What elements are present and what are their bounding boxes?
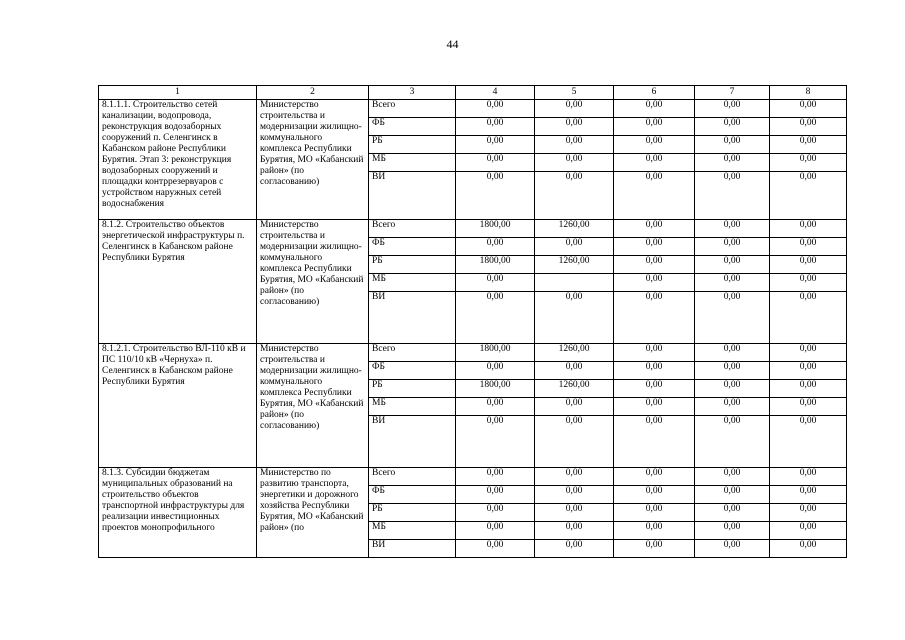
- funding-source: ФБ: [369, 486, 456, 504]
- amount-cell: 0,00: [614, 238, 695, 256]
- amount-cell: 0,00: [614, 504, 695, 522]
- funding-source: ФБ: [369, 238, 456, 256]
- amount-cell: 0,00: [535, 398, 614, 416]
- amount-cell: 1800,00: [456, 220, 535, 238]
- amount-cell: 0,00: [535, 136, 614, 154]
- amount-cell: 0,00: [770, 362, 847, 380]
- amount-cell: 0,00: [456, 118, 535, 136]
- amount-cell: 0,00: [695, 540, 770, 558]
- amount-cell: 0,00: [535, 486, 614, 504]
- executor: Министерство строительства и модернизации жилищно-коммунального комплекса Республики Бурятия, МО «Кабанский район» (по согласованию): [257, 100, 369, 220]
- amount-cell: 0,00: [695, 344, 770, 362]
- measure-title: 8.1.2. Строительство объектов энергетической инфраструктуры п. Селенгинск в Кабанском районе Республики Бурятия: [99, 220, 257, 344]
- funding-source: Всего: [369, 344, 456, 362]
- measure-title: 8.1.2.1. Строительство ВЛ-110 кВ и ПС 110/10 кВ «Чернуха» п. Селенгинск в Кабанском районе Республики Бурятия: [99, 344, 257, 468]
- funding-source: РБ: [369, 256, 456, 274]
- amount-cell: 0,00: [770, 398, 847, 416]
- amount-cell: 0,00: [614, 100, 695, 118]
- amount-cell: 0,00: [614, 154, 695, 172]
- funding-source: ВИ: [369, 292, 456, 344]
- amount-cell: 0,00: [614, 380, 695, 398]
- amount-cell: 0,00: [695, 220, 770, 238]
- amount-cell: 0,00: [614, 292, 695, 344]
- funding-source: РБ: [369, 136, 456, 154]
- amount-cell: 0,00: [770, 416, 847, 468]
- amount-cell: 0,00: [770, 238, 847, 256]
- amount-cell: 0,00: [614, 416, 695, 468]
- funding-source: ФБ: [369, 362, 456, 380]
- amount-cell: 0,00: [695, 398, 770, 416]
- amount-cell: 0,00: [614, 486, 695, 504]
- amount-cell: 0,00: [695, 522, 770, 540]
- amount-cell: 0,00: [770, 504, 847, 522]
- column-header: 7: [695, 86, 770, 100]
- amount-cell: 0,00: [770, 468, 847, 486]
- amount-cell: 0,00: [614, 172, 695, 220]
- column-header: 2: [257, 86, 369, 100]
- amount-cell: 0,00: [535, 504, 614, 522]
- amount-cell: 0,00: [614, 344, 695, 362]
- amount-cell: 0,00: [535, 238, 614, 256]
- amount-cell: 0,00: [456, 100, 535, 118]
- amount-cell: 0,00: [695, 416, 770, 468]
- amount-cell: 0,00: [770, 256, 847, 274]
- amount-cell: 1260,00: [535, 220, 614, 238]
- amount-cell: 0,00: [535, 118, 614, 136]
- table-row: [99, 344, 847, 362]
- funding-source: МБ: [369, 522, 456, 540]
- amount-cell: 0,00: [456, 522, 535, 540]
- amount-cell: 0,00: [695, 468, 770, 486]
- budget-table: [98, 85, 847, 558]
- amount-cell: 0,00: [456, 468, 535, 486]
- amount-cell: 0,00: [614, 220, 695, 238]
- amount-cell: 0,00: [456, 154, 535, 172]
- amount-cell: 0,00: [770, 154, 847, 172]
- amount-cell: 1800,00: [456, 380, 535, 398]
- amount-cell: 0,00: [456, 292, 535, 344]
- table-row: [99, 100, 847, 118]
- amount-cell: 0,00: [535, 468, 614, 486]
- funding-source: ВИ: [369, 540, 456, 558]
- column-header: 3: [369, 86, 456, 100]
- column-header: 6: [614, 86, 695, 100]
- measure-title: 8.1.1.1. Строительство сетей канализации, водопровода, реконструкция водозаборных сооружений п. Селенгинск в Кабанском районе Республики Бурятия. Этап 3: реконструкция водозаборных сооружений и площадки контррезервуаров с устройством наружных сетей водоснабжения: [99, 100, 257, 220]
- amount-cell: 0,00: [614, 468, 695, 486]
- amount-cell: 0,00: [614, 274, 695, 292]
- funding-source: Всего: [369, 468, 456, 486]
- amount-cell: 0,00: [456, 274, 535, 292]
- amount-cell: 1800,00: [456, 256, 535, 274]
- amount-cell: 0,00: [535, 362, 614, 380]
- amount-cell: 0,00: [695, 504, 770, 522]
- amount-cell: 0,00: [456, 504, 535, 522]
- amount-cell: 0,00: [695, 118, 770, 136]
- amount-cell: 0,00: [535, 292, 614, 344]
- amount-cell: 0,00: [614, 398, 695, 416]
- amount-cell: 0,00: [456, 416, 535, 468]
- amount-cell: 0,00: [535, 154, 614, 172]
- amount-cell: 0,00: [695, 136, 770, 154]
- amount-cell: 0,00: [614, 522, 695, 540]
- amount-cell: 0,00: [770, 344, 847, 362]
- funding-source: ВИ: [369, 172, 456, 220]
- header-row: [99, 86, 847, 100]
- amount-cell: 0,00: [770, 220, 847, 238]
- table-row: [99, 468, 847, 486]
- amount-cell: [535, 274, 614, 292]
- executor: Министерство по развитию транспорта, энергетики и дорожного хозяйства Республики Бурятия, МО «Кабанский район» (по: [257, 468, 369, 558]
- amount-cell: 1260,00: [535, 256, 614, 274]
- amount-cell: 0,00: [456, 238, 535, 256]
- column-header: 4: [456, 86, 535, 100]
- amount-cell: 0,00: [770, 274, 847, 292]
- amount-cell: 0,00: [770, 172, 847, 220]
- amount-cell: 1800,00: [456, 344, 535, 362]
- amount-cell: 0,00: [695, 172, 770, 220]
- executor: Министерство строительства и модернизации жилищно-коммунального комплекса Республики Бурятия, МО «Кабанский район» (по согласованию): [257, 344, 369, 468]
- amount-cell: 0,00: [770, 118, 847, 136]
- amount-cell: 0,00: [770, 540, 847, 558]
- executor: Министерство строительства и модернизации жилищно-коммунального комплекса Республики Бурятия, МО «Кабанский район» (по согласованию): [257, 220, 369, 344]
- amount-cell: 1260,00: [535, 344, 614, 362]
- amount-cell: 0,00: [695, 100, 770, 118]
- amount-cell: 0,00: [614, 118, 695, 136]
- amount-cell: 0,00: [614, 362, 695, 380]
- amount-cell: 0,00: [535, 100, 614, 118]
- column-header: 8: [770, 86, 847, 100]
- amount-cell: 0,00: [770, 136, 847, 154]
- amount-cell: 0,00: [695, 362, 770, 380]
- funding-source: РБ: [369, 380, 456, 398]
- column-header: 5: [535, 86, 614, 100]
- amount-cell: 0,00: [535, 540, 614, 558]
- funding-source: РБ: [369, 504, 456, 522]
- amount-cell: 0,00: [695, 238, 770, 256]
- amount-cell: 0,00: [456, 136, 535, 154]
- amount-cell: 0,00: [456, 362, 535, 380]
- amount-cell: 0,00: [535, 416, 614, 468]
- funding-source: Всего: [369, 220, 456, 238]
- amount-cell: 0,00: [456, 486, 535, 504]
- amount-cell: 0,00: [695, 486, 770, 504]
- amount-cell: 0,00: [770, 380, 847, 398]
- amount-cell: 0,00: [770, 522, 847, 540]
- amount-cell: 0,00: [770, 486, 847, 504]
- amount-cell: 0,00: [456, 172, 535, 220]
- funding-source: МБ: [369, 398, 456, 416]
- column-header: 1: [99, 86, 257, 100]
- table-row: [99, 220, 847, 238]
- funding-source: МБ: [369, 274, 456, 292]
- amount-cell: 0,00: [456, 540, 535, 558]
- amount-cell: 0,00: [695, 292, 770, 344]
- funding-source: Всего: [369, 100, 456, 118]
- funding-source: ФБ: [369, 118, 456, 136]
- measure-title: 8.1.3. Субсидии бюджетам муниципальных образований на строительство объектов транспортной инфраструктуры для реализации инвестиционных проектов монопрофильного: [99, 468, 257, 558]
- funding-source: ВИ: [369, 416, 456, 468]
- amount-cell: 0,00: [770, 292, 847, 344]
- amount-cell: 0,00: [770, 100, 847, 118]
- amount-cell: 1260,00: [535, 380, 614, 398]
- amount-cell: 0,00: [695, 256, 770, 274]
- amount-cell: 0,00: [535, 522, 614, 540]
- page-number: 44: [446, 37, 459, 51]
- amount-cell: 0,00: [614, 540, 695, 558]
- amount-cell: 0,00: [614, 136, 695, 154]
- amount-cell: 0,00: [695, 274, 770, 292]
- amount-cell: 0,00: [535, 172, 614, 220]
- amount-cell: 0,00: [456, 398, 535, 416]
- amount-cell: 0,00: [695, 154, 770, 172]
- amount-cell: 0,00: [695, 380, 770, 398]
- funding-source: МБ: [369, 154, 456, 172]
- amount-cell: 0,00: [614, 256, 695, 274]
